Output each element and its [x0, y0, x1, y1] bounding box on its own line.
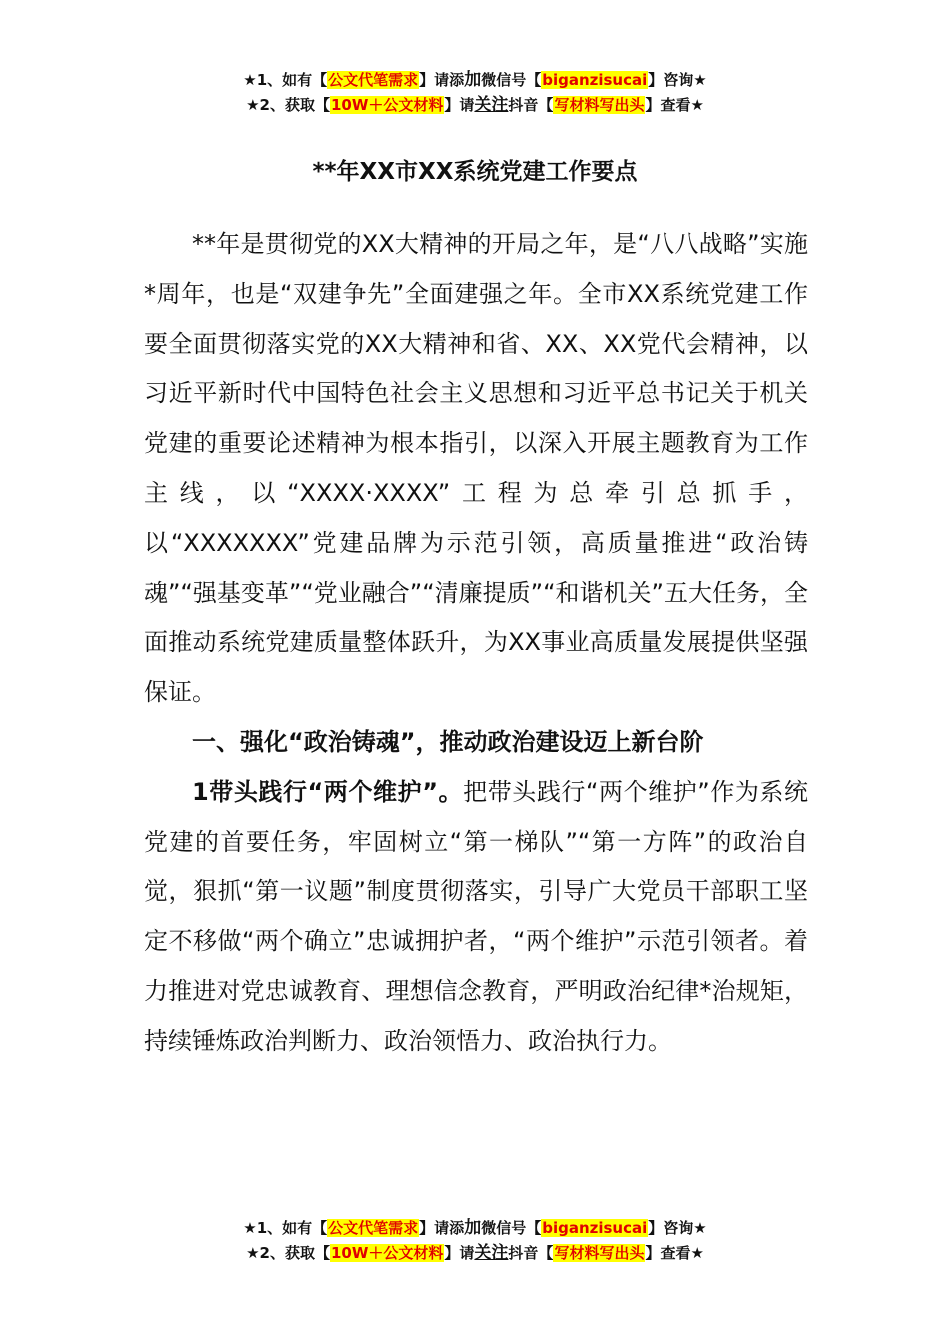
promo-text: 抖音【: [508, 96, 554, 114]
item-text: 把带头践行“两个维护”作为系统党建的首要任务，牢固树立“第一梯队”“第一方阵”的政治自觉，狠抓“第一议题”制度贯彻落实，引导广大党员干部职工坚定不移做“两个确立”忠诚拥护者，“两个维护”示范引领者。着力推进对党忠诚教育、理想信念教育，严明政治纪律*治规矩，持续锤炼政治判断力、政治领悟力、政治执行力。: [144, 777, 809, 1055]
promo-text: 微信号【: [481, 1219, 542, 1237]
promo-text: ★1、如有【: [243, 71, 328, 89]
promo-text: 抖音【: [508, 1244, 554, 1262]
promo-emphasis: 关注: [474, 1243, 509, 1263]
document-body: [144, 220, 808, 1067]
promo-highlight: 公文代笔需求: [328, 71, 419, 89]
promo-line-2: [0, 93, 950, 118]
document-title: **年XX市XX系统党建工作要点: [312, 159, 638, 185]
promo-text: ★2、获取【: [246, 96, 330, 114]
promo-emphasis: 加: [464, 1218, 482, 1238]
promo-text: 】请: [444, 1244, 475, 1262]
promo-text: 】查看★: [645, 96, 704, 114]
item-paragraph: [144, 768, 808, 1067]
promo-emphasis: 关注: [474, 95, 509, 115]
promo-text: ★2、获取【: [246, 1244, 330, 1262]
item-lead: 1带头践行“两个维护”。: [192, 777, 464, 806]
promo-highlight: 公文代笔需求: [328, 1219, 419, 1237]
promo-highlight: 写材料写出头: [554, 96, 645, 114]
promo-line-1: [0, 68, 950, 93]
promo-line-2: [0, 1241, 950, 1266]
promo-highlight: biganzisucai: [542, 1219, 648, 1237]
promo-highlight: 10W＋公文材料: [330, 96, 444, 114]
promo-highlight: biganzisucai: [542, 71, 648, 89]
intro-paragraph: **年是贯彻党的XX大精神的开局之年，是“八八战略”实施*周年，也是“双建争先”全面建强之年。全市XX系统党建工作要全面贯彻落实党的XX大精神和省、XX、XX党代会精神，以习近平新时代中国特色社会主义思想和习近平总书记关于机关党建的重要论述精神为根本指引，以深入开展主题教育为工作主线，以“XXXX·XXXX”工程为总牵引总抓手，以“XXXXXXX”党建品牌为示范引领，高质量推进“政治铸魂”“强基变革”“党业融合”“清廉提质”“和谐机关”五大任务，全面推动系统党建质量整体跃升，为XX事业高质量发展提供坚强保证。: [144, 230, 808, 707]
promo-text: 】请添: [419, 1219, 465, 1237]
promo-line-1: [0, 1216, 950, 1241]
promo-text: 】查看★: [645, 1244, 704, 1262]
promo-text: 】咨询★: [648, 1219, 707, 1237]
promo-text: ★1、如有【: [243, 1219, 328, 1237]
section-heading: 一、强化“政治铸魂”，推动政治建设迈上新台阶: [192, 727, 704, 756]
promo-banner-bottom: [0, 1216, 950, 1266]
promo-text: 微信号【: [481, 71, 542, 89]
promo-text: 】请添: [419, 71, 465, 89]
promo-banner-top: [0, 68, 950, 118]
promo-text: 】咨询★: [648, 71, 707, 89]
promo-text: 】请: [444, 96, 475, 114]
promo-emphasis: 加: [464, 70, 482, 90]
promo-highlight: 写材料写出头: [554, 1244, 645, 1262]
promo-highlight: 10W＋公文材料: [330, 1244, 444, 1262]
